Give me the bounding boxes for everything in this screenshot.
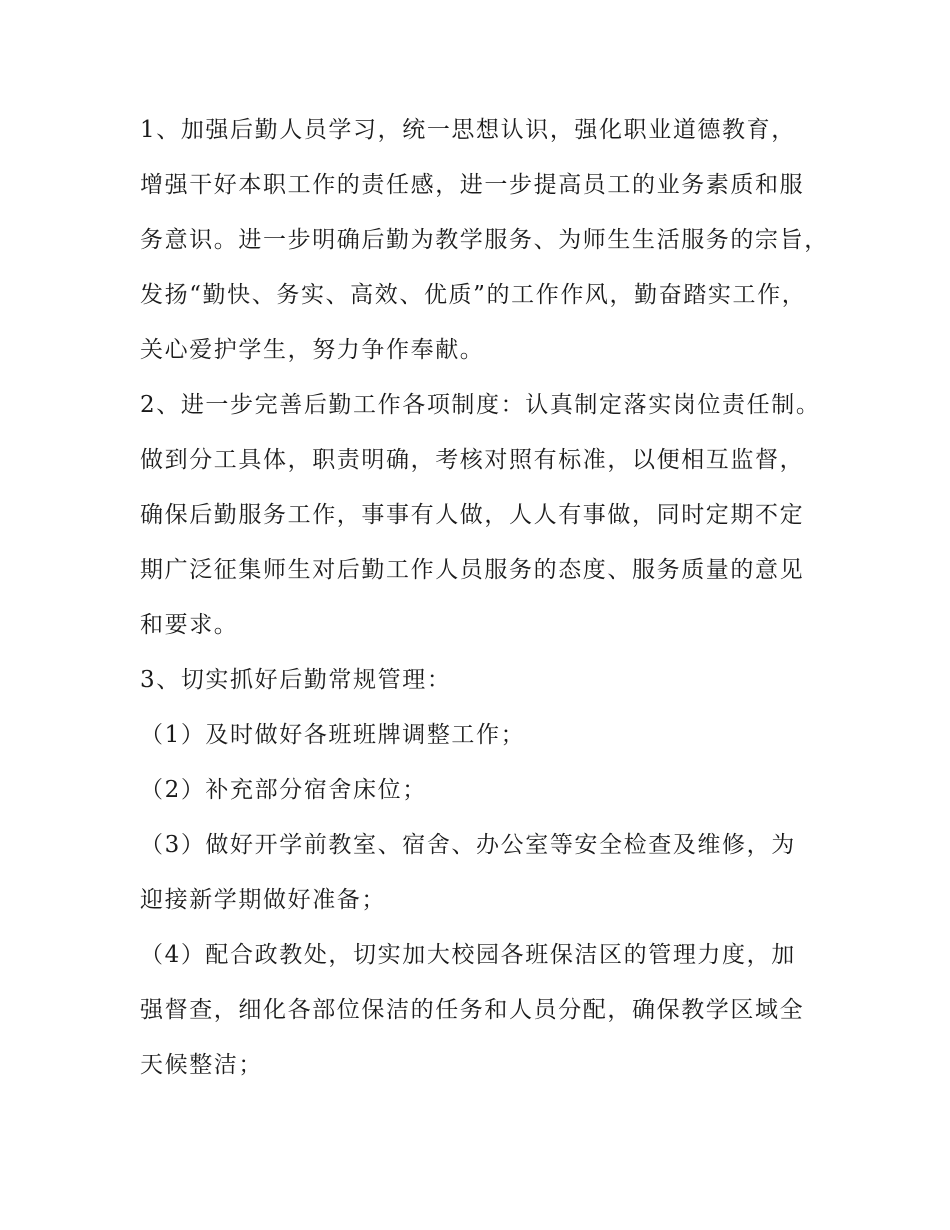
- paragraph-1-line-1: 1、加强后勤人员学习，统一思想认识，强化职业道德教育，: [140, 117, 796, 143]
- list-item-4-line-3: 天候整洁；: [140, 1052, 263, 1078]
- list-item-1: （1）及时做好各班班牌调整工作；: [140, 722, 526, 748]
- paragraph-1-line-3: 务意识。进一步明确后勤为教学服务、为师生生活服务的宗旨，: [140, 227, 829, 253]
- list-item-3-line-1: （3）做好开学前教室、宿舍、办公室等安全检查及维修，为: [140, 832, 796, 858]
- paragraph-1-line-5: 关心爱护学生，努力争作奉献。: [140, 337, 485, 363]
- list-item-2: （2）补充部分宿舍床位；: [140, 777, 427, 803]
- paragraph-1-line-4: 发扬“勤快、务实、高效、优质”的工作作风，勤奋踏实工作，: [140, 282, 807, 308]
- paragraph-2-line-3: 确保后勤服务工作，事事有人做，人人有事做，同时定期不定: [140, 502, 805, 528]
- list-item-3-line-2: 迎接新学期做好准备；: [140, 887, 386, 913]
- paragraph-2-line-4: 期广泛征集师生对后勤工作人员服务的态度、服务质量的意见: [140, 557, 805, 583]
- paragraph-2-line-1: 2、进一步完善后勤工作各项制度：认真制定落实岗位责任制。: [140, 392, 821, 418]
- list-item-4-line-2: 强督查，细化各部位保洁的任务和人员分配，确保教学区域全: [140, 997, 805, 1023]
- paragraph-3-heading: 3、切实抓好后勤常规管理：: [140, 667, 452, 693]
- paragraph-2-line-5: 和要求。: [140, 612, 239, 638]
- paragraph-2-line-2: 做到分工具体，职责明确，考核对照有标准，以便相互监督，: [140, 447, 805, 473]
- list-item-4-line-1: （4）配合政教处，切实加大校园各班保洁区的管理力度，加: [140, 942, 796, 968]
- paragraph-1-line-2: 增强干好本职工作的责任感，进一步提高员工的业务素质和服: [140, 172, 805, 198]
